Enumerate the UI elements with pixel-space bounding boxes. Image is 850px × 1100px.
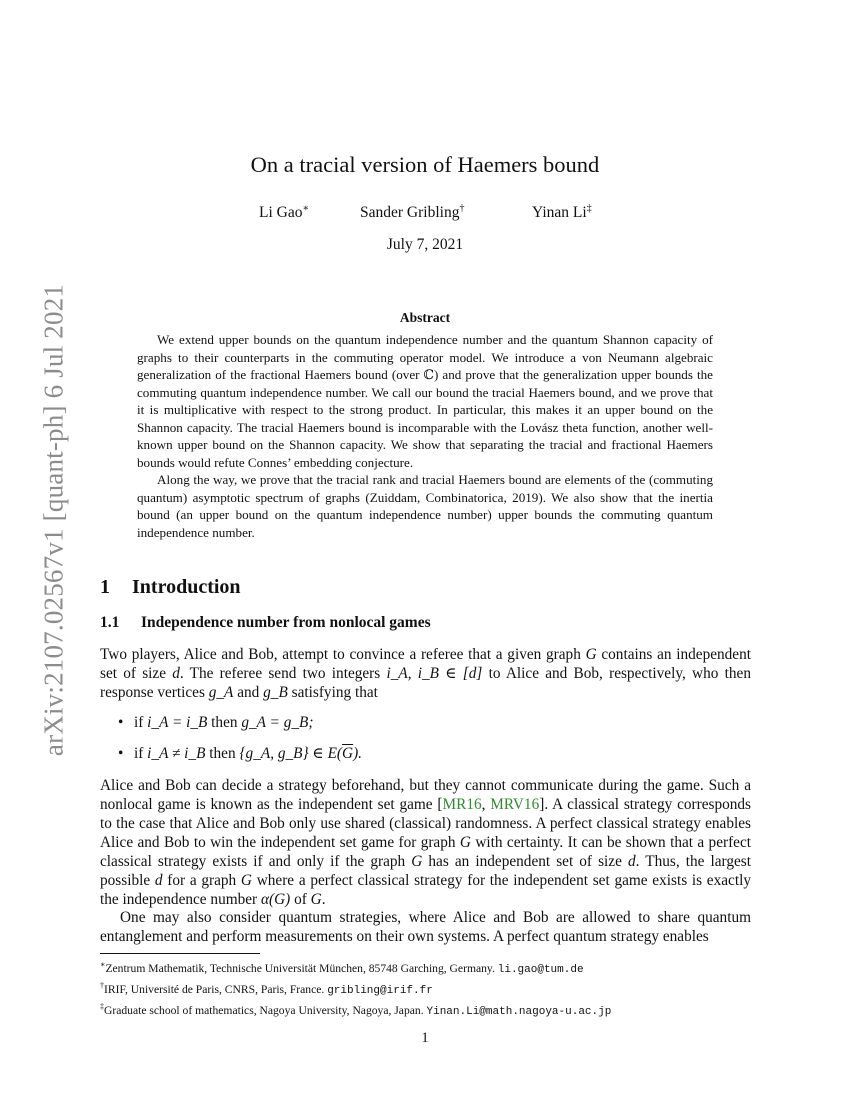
email-address: gribling@irif.fr (327, 984, 433, 997)
paper-title: On a tracial version of Haemers bound (250, 152, 600, 177)
abstract-paragraph: We extend upper bounds on the quantum independence number and the quantum Shannon capacity of graphs to their counterparts in the commuting operator model. We introduce a von Neumann algebraic generalization of the fractional Haemers bound (over ℂ) and prove that the generalization upper bounds the commuting quantum independence number. We call our bound the tracial Haemers bound, and we prove that it is multiplicative with respect to the strong product. In particular, this makes it an upper bound on the Shannon capacity. The tracial Haemers bound is incomparable with the Lovász theta function, another well-known upper bound on the Shannon capacity. We show that separating the tracial and fractional Haemers bounds would refute Connes’ embedding conjecture. (137, 332, 713, 470)
footnote: †IRIF, Université de Paris, CNRS, Paris, France. gribling@irif.fr (100, 980, 433, 997)
citation-link[interactable]: MR16 (442, 796, 482, 813)
subsection-heading: 1.1 Independence number from nonlocal games (100, 614, 431, 631)
abstract-paragraph: Along the way, we prove that the tracial rank and tracial Haemers bound are elements of the (commuting quantum) asymptotic spectrum of graphs (Zuiddam, Combinatorica, 2019). We also show that the inertia bound (an upper bound on the quantum independence number) upper bounds the commuting quantum independence number. (137, 472, 713, 540)
list-item: • if i_A = i_B then g_A = g_B; (118, 714, 314, 731)
body-paragraph: One may also consider quantum strategies, where Alice and Bob are allowed to share quantum entanglement and perform measurements on their own systems. A perfect quantum strategy enables (100, 909, 751, 945)
section-heading: 1 Introduction (100, 576, 241, 598)
publication-date: July 7, 2021 (386, 236, 464, 253)
email-address: Yinan.Li@math.nagoya-u.ac.jp (426, 1005, 612, 1018)
body-paragraph: Alice and Bob can decide a strategy beforehand, but they cannot communicate during the game. Such a nonlocal game is known as the independent set game [MR16, MRV16]. A classical strategy corresponds to the case that Alice and Bob only use shared (classical) randomness. A perfect classical strategy enables Alice and Bob to win the independent set game for graph G with certainty. It can be shown that a perfect classical strategy exists if and only if the graph G has an independent set of size d. Thus, the largest possible d for a graph G where a perfect classical strategy for the independent set game exists is exactly the independence number α(G) of G. (100, 777, 752, 908)
abstract-heading: Abstract (399, 310, 451, 325)
footnote-divider (100, 953, 260, 954)
arxiv-identifier-stamp: arXiv:2107.02567v1 [quant-ph] 6 Jul 2021 (38, 283, 69, 757)
footnote: ‡Graduate school of mathematics, Nagoya University, Nagoya, Japan. Yinan.Li@math.nagoya-u.ac.jp (100, 1001, 612, 1018)
author-name: Yinan Li‡ (532, 203, 592, 222)
page-number: 1 (421, 1030, 429, 1046)
intro-paragraph: Two players, Alice and Bob, attempt to convince a referee that a given graph G contains an independent set of size d. The referee send two integers i_A, i_B ∈ [d] to Alice and Bob, respectively, who then response vertices g_A and g_B satisfying that (100, 646, 751, 701)
author-name: Li Gao∗ (259, 203, 310, 222)
footnotes (100, 957, 611, 1020)
citation-link[interactable]: MRV16 (490, 796, 540, 813)
footnote: ∗Zentrum Mathematik, Technische Universität München, 85748 Garching, Germany. li.gao@tum.de (100, 960, 584, 976)
list-item: • if i_A ≠ i_B then {g_A, g_B} ∈ $E(\overline{G})$. (118, 745, 362, 762)
author-name: Sander Gribling† (360, 203, 465, 222)
abstract-body (137, 331, 713, 541)
email-address: li.gao@tum.de (497, 963, 584, 976)
